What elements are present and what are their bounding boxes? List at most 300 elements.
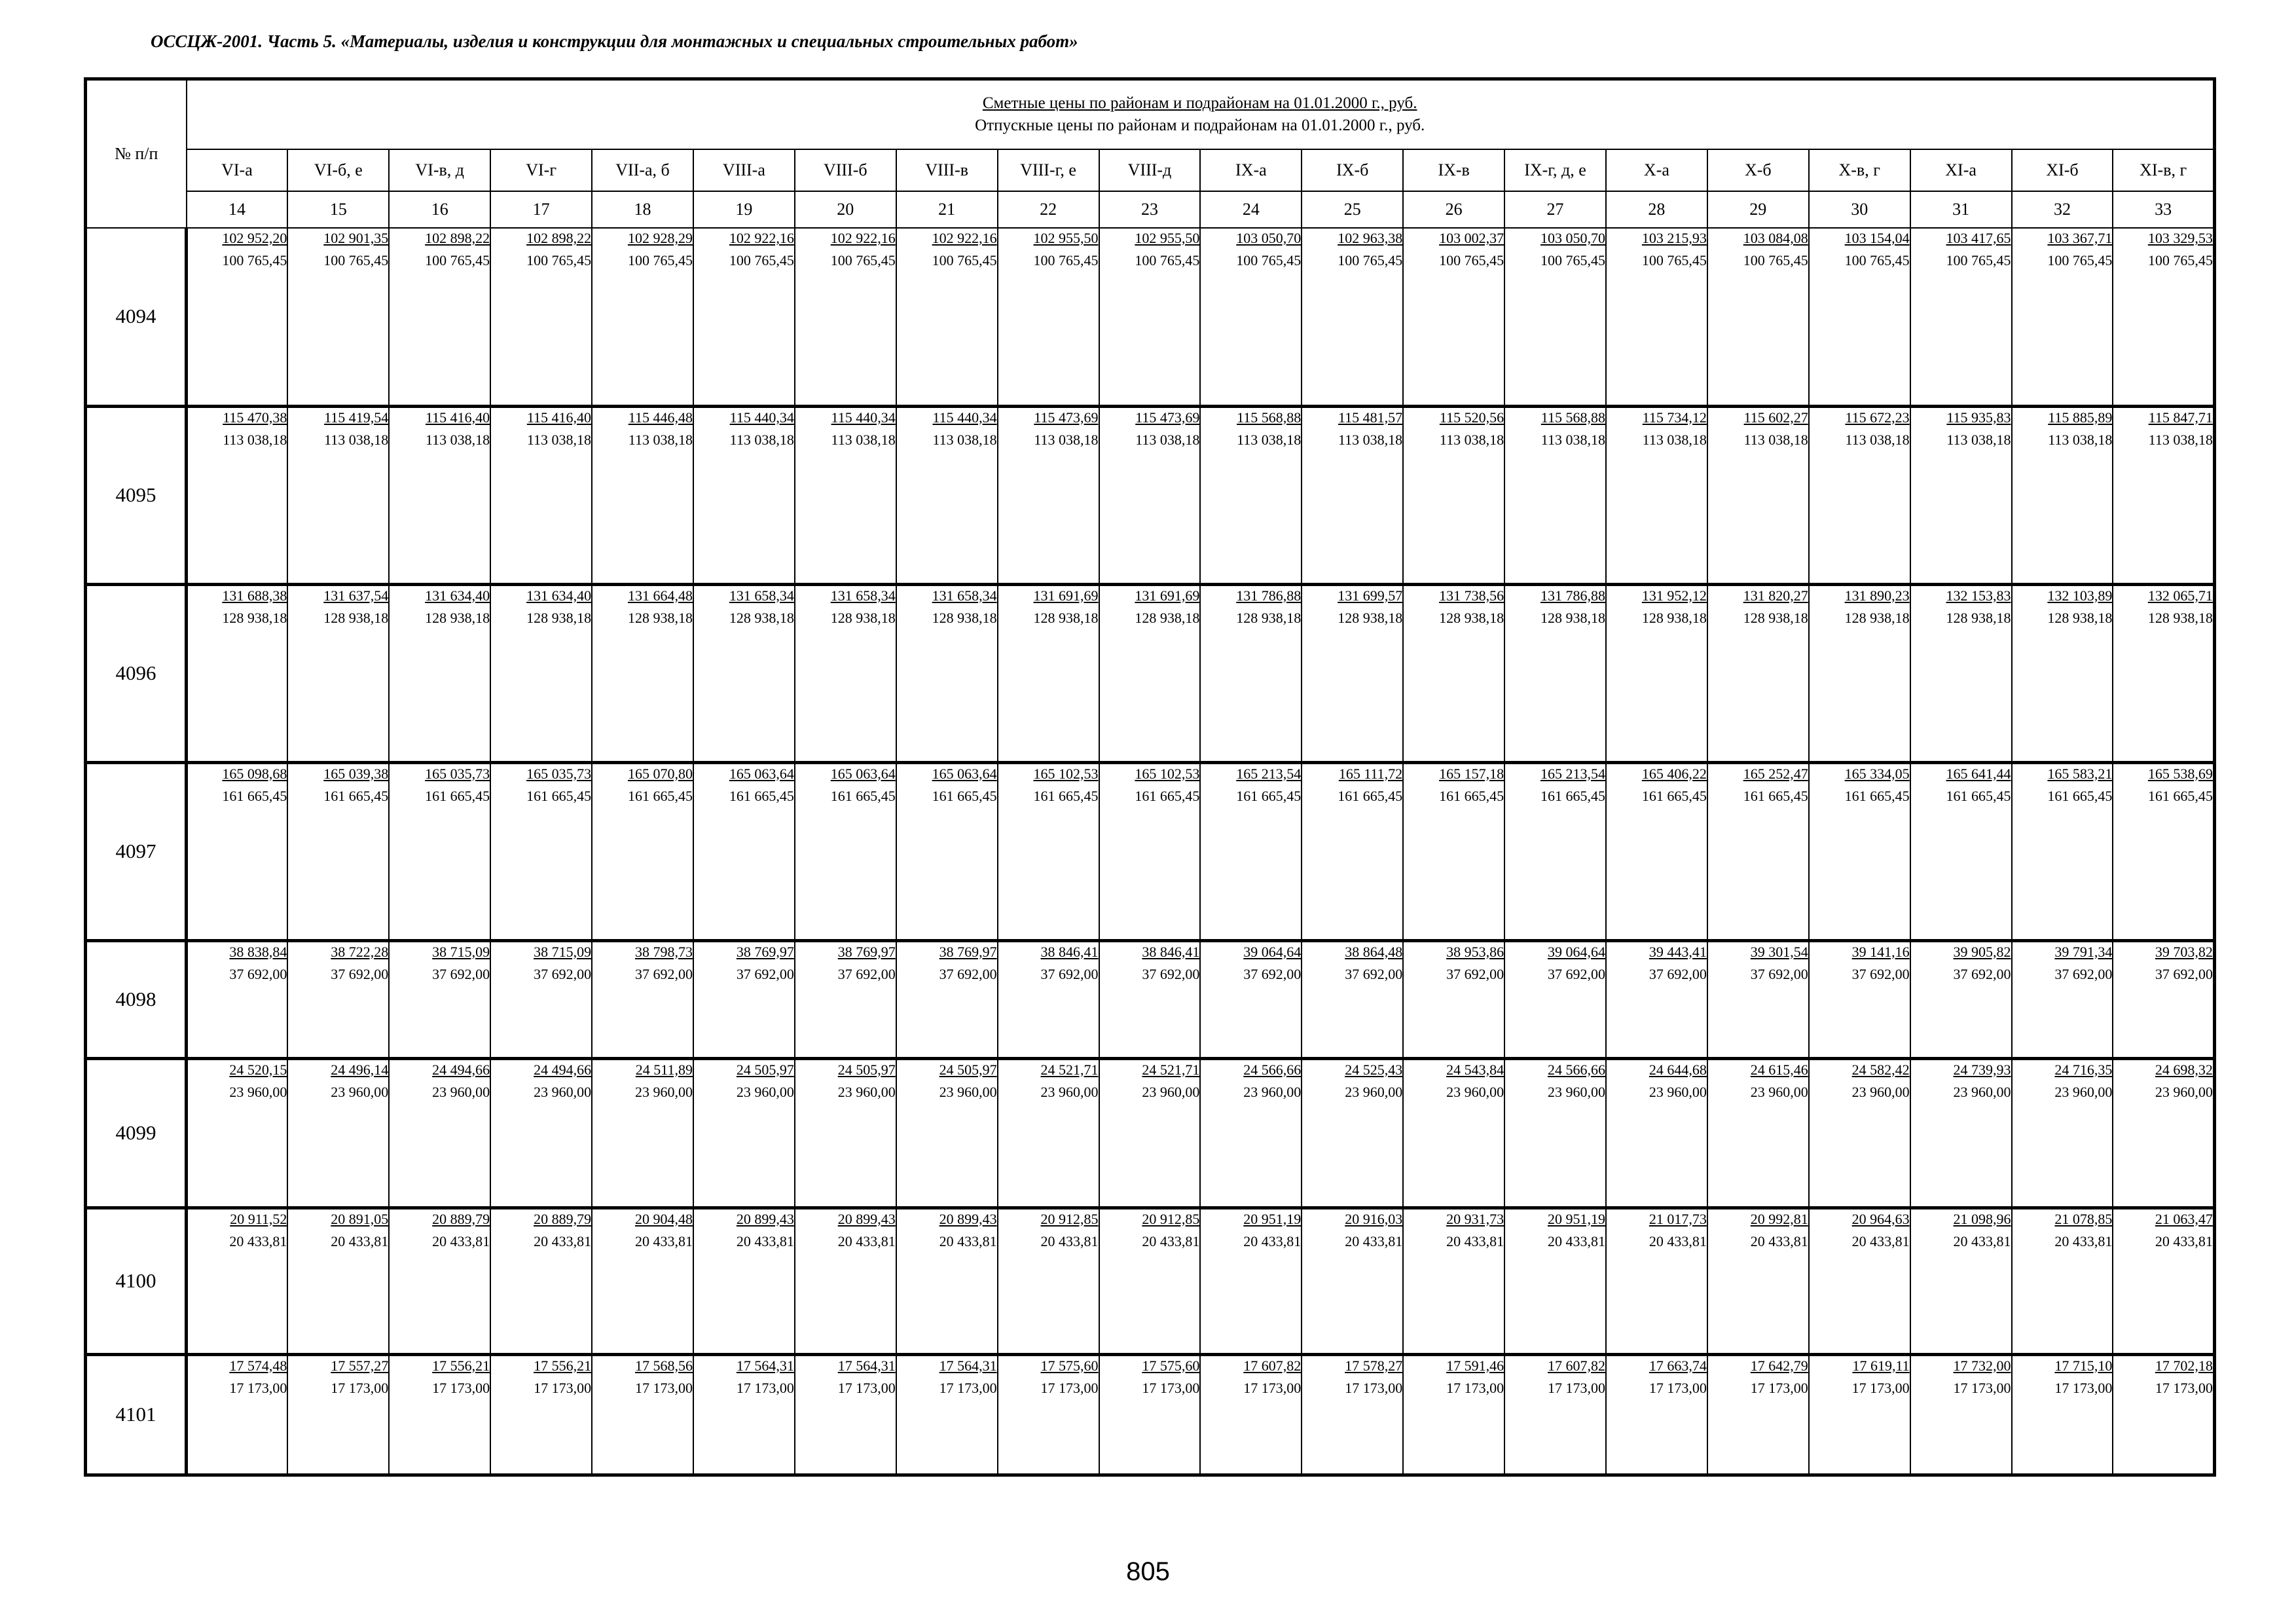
row-number: 4099 bbox=[86, 1058, 187, 1208]
price-cell bbox=[1707, 1208, 1809, 1354]
price-cell bbox=[896, 762, 998, 940]
release-price: 113 038,18 bbox=[1845, 431, 1910, 448]
estimate-price: 39 064,64 bbox=[1243, 943, 1302, 960]
price-cell bbox=[2012, 1354, 2113, 1475]
price-cell bbox=[2113, 762, 2214, 940]
price-cell bbox=[287, 584, 389, 762]
estimate-price: 24 520,15 bbox=[229, 1061, 287, 1078]
estimate-price: 38 715,09 bbox=[432, 943, 490, 960]
estimate-price: 20 992,81 bbox=[1750, 1210, 1808, 1227]
estimate-price: 21 063,47 bbox=[2155, 1210, 2213, 1227]
region-header: VI-а bbox=[187, 149, 288, 191]
price-cell bbox=[1200, 940, 1302, 1058]
estimate-price: 21 098,96 bbox=[1953, 1210, 2011, 1227]
release-price: 20 433,81 bbox=[534, 1232, 592, 1249]
price-cell bbox=[2113, 584, 2214, 762]
price-cell bbox=[2012, 406, 2113, 584]
estimate-price: 131 691,69 bbox=[1033, 587, 1099, 604]
estimate-price: 38 846,41 bbox=[1040, 943, 1099, 960]
release-price: 17 173,00 bbox=[534, 1379, 592, 1396]
release-price: 128 938,18 bbox=[627, 609, 693, 626]
estimate-price: 24 505,97 bbox=[837, 1061, 896, 1078]
estimate-price: 17 715,10 bbox=[2054, 1357, 2113, 1374]
price-cell bbox=[1099, 406, 1201, 584]
region-header: IX-г, д, е bbox=[1504, 149, 1606, 191]
price-cell bbox=[1504, 228, 1606, 406]
estimate-price: 20 889,79 bbox=[534, 1210, 592, 1227]
estimate-price: 115 440,34 bbox=[729, 409, 794, 426]
release-price: 17 173,00 bbox=[1446, 1379, 1504, 1396]
price-cell bbox=[998, 584, 1099, 762]
estimate-price: 24 525,43 bbox=[1345, 1061, 1403, 1078]
release-price: 100 765,45 bbox=[1439, 252, 1504, 268]
price-cell bbox=[1707, 1354, 1809, 1475]
price-cell bbox=[693, 762, 795, 940]
release-price: 128 938,18 bbox=[1338, 609, 1403, 626]
estimate-price: 24 582,42 bbox=[1851, 1061, 1910, 1078]
release-price: 113 038,18 bbox=[2148, 431, 2213, 448]
estimate-price: 165 406,22 bbox=[1641, 765, 1707, 782]
release-price: 113 038,18 bbox=[729, 431, 794, 448]
price-cell bbox=[592, 762, 693, 940]
table-row bbox=[86, 406, 2215, 584]
price-cell bbox=[1606, 406, 1707, 584]
estimate-price: 165 157,18 bbox=[1439, 765, 1504, 782]
table-row bbox=[86, 762, 2215, 940]
price-cell bbox=[1809, 940, 1910, 1058]
price-cell bbox=[1099, 1058, 1201, 1208]
estimate-price: 131 658,34 bbox=[830, 587, 896, 604]
release-price: 37 692,00 bbox=[634, 965, 693, 982]
release-price: 23 960,00 bbox=[1953, 1083, 2011, 1100]
column-number-row bbox=[86, 191, 2215, 228]
release-price: 20 433,81 bbox=[736, 1232, 794, 1249]
price-cell bbox=[187, 762, 288, 940]
release-price: 161 665,45 bbox=[2047, 787, 2113, 804]
price-cell bbox=[2113, 940, 2214, 1058]
release-price-title: Отпускные цены по районам и подрайонам на 01.01.2000 г., руб. bbox=[975, 117, 1425, 134]
release-price: 161 665,45 bbox=[1338, 787, 1403, 804]
price-cell bbox=[1403, 406, 1504, 584]
estimate-price: 102 922,16 bbox=[830, 230, 896, 246]
price-cell bbox=[795, 228, 896, 406]
release-price: 20 433,81 bbox=[229, 1232, 287, 1249]
price-cell bbox=[896, 1354, 998, 1475]
estimate-price: 165 070,80 bbox=[627, 765, 693, 782]
estimate-price: 17 619,11 bbox=[1852, 1357, 1910, 1374]
price-cell bbox=[1504, 1058, 1606, 1208]
estimate-price: 17 732,00 bbox=[1953, 1357, 2011, 1374]
estimate-price: 38 864,48 bbox=[1345, 943, 1403, 960]
release-price: 23 960,00 bbox=[634, 1083, 693, 1100]
estimate-price: 39 301,54 bbox=[1750, 943, 1808, 960]
price-cell bbox=[1809, 1058, 1910, 1208]
release-price: 161 665,45 bbox=[1844, 787, 1910, 804]
price-cell bbox=[187, 406, 288, 584]
price-cell bbox=[1403, 1058, 1504, 1208]
price-cell bbox=[2113, 228, 2214, 406]
price-cell bbox=[896, 1058, 998, 1208]
release-price: 23 960,00 bbox=[2155, 1083, 2213, 1100]
release-price: 113 038,18 bbox=[1642, 431, 1707, 448]
estimate-price: 17 556,21 bbox=[432, 1357, 490, 1374]
estimate-price: 20 899,43 bbox=[736, 1210, 794, 1227]
price-cell bbox=[1910, 228, 2012, 406]
estimate-price: 165 213,54 bbox=[1236, 765, 1302, 782]
release-price: 128 938,18 bbox=[526, 609, 592, 626]
estimate-price: 115 473,69 bbox=[1135, 409, 1200, 426]
estimate-price: 20 899,43 bbox=[939, 1210, 997, 1227]
price-cell bbox=[1302, 228, 1403, 406]
price-cell bbox=[1910, 1058, 2012, 1208]
price-cell bbox=[592, 1208, 693, 1354]
price-cell bbox=[1910, 584, 2012, 762]
release-price: 37 692,00 bbox=[1243, 965, 1302, 982]
estimate-price: 165 102,53 bbox=[1135, 765, 1200, 782]
release-price: 17 173,00 bbox=[432, 1379, 490, 1396]
estimate-price: 115 520,56 bbox=[1439, 409, 1504, 426]
release-price: 113 038,18 bbox=[628, 431, 693, 448]
table-row bbox=[86, 1208, 2215, 1354]
region-header-row bbox=[86, 149, 2215, 191]
release-price: 128 938,18 bbox=[1743, 609, 1808, 626]
estimate-price: 102 901,35 bbox=[323, 230, 389, 246]
estimate-price: 131 691,69 bbox=[1135, 587, 1200, 604]
release-price: 113 038,18 bbox=[1540, 431, 1605, 448]
release-price: 37 692,00 bbox=[331, 965, 389, 982]
estimate-price: 103 084,08 bbox=[1743, 230, 1808, 246]
release-price: 23 960,00 bbox=[534, 1083, 592, 1100]
estimate-price: 20 912,85 bbox=[1142, 1210, 1200, 1227]
price-cell bbox=[592, 406, 693, 584]
price-cell bbox=[389, 584, 490, 762]
region-header: VIII-б bbox=[795, 149, 896, 191]
estimate-price: 102 955,50 bbox=[1033, 230, 1099, 246]
estimate-price: 17 568,56 bbox=[634, 1357, 693, 1374]
release-price: 128 938,18 bbox=[1641, 609, 1707, 626]
price-table bbox=[84, 77, 2216, 1477]
estimate-price: 38 846,41 bbox=[1142, 943, 1200, 960]
estimate-price: 131 738,56 bbox=[1439, 587, 1504, 604]
estimate-price: 39 905,82 bbox=[1953, 943, 2011, 960]
price-cell bbox=[1707, 762, 1809, 940]
price-cell bbox=[1910, 762, 2012, 940]
table-title bbox=[187, 79, 2215, 150]
estimate-price: 131 890,23 bbox=[1844, 587, 1910, 604]
estimate-price: 20 889,79 bbox=[432, 1210, 490, 1227]
release-price: 161 665,45 bbox=[1743, 787, 1808, 804]
price-cell bbox=[1707, 406, 1809, 584]
estimate-price: 17 607,82 bbox=[1243, 1357, 1302, 1374]
release-price: 161 665,45 bbox=[1236, 787, 1302, 804]
region-header: VII-а, б bbox=[592, 149, 693, 191]
price-cell bbox=[1200, 228, 1302, 406]
price-cell bbox=[693, 406, 795, 584]
estimate-price: 17 564,31 bbox=[837, 1357, 896, 1374]
release-price: 20 433,81 bbox=[2155, 1232, 2213, 1249]
price-cell bbox=[287, 940, 389, 1058]
table-row bbox=[86, 1058, 2215, 1208]
price-cell bbox=[1809, 228, 1910, 406]
column-number: 15 bbox=[287, 191, 389, 228]
price-cell bbox=[795, 940, 896, 1058]
release-price: 23 960,00 bbox=[1446, 1083, 1504, 1100]
release-price: 37 692,00 bbox=[534, 965, 592, 982]
price-cell bbox=[1809, 1354, 1910, 1475]
column-number: 23 bbox=[1099, 191, 1201, 228]
price-cell bbox=[2012, 1208, 2113, 1354]
estimate-price: 131 786,88 bbox=[1540, 587, 1605, 604]
release-price: 20 433,81 bbox=[2054, 1232, 2113, 1249]
price-cell bbox=[1302, 940, 1403, 1058]
release-price: 20 433,81 bbox=[1243, 1232, 1302, 1249]
price-cell bbox=[1606, 762, 1707, 940]
price-cell bbox=[1302, 406, 1403, 584]
estimate-price: 39 703,82 bbox=[2155, 943, 2213, 960]
price-cell bbox=[389, 940, 490, 1058]
release-price: 128 938,18 bbox=[1033, 609, 1099, 626]
region-header: VIII-г, е bbox=[998, 149, 1099, 191]
release-price: 113 038,18 bbox=[932, 431, 997, 448]
release-price: 37 692,00 bbox=[1446, 965, 1504, 982]
release-price: 161 665,45 bbox=[932, 787, 997, 804]
release-price: 17 173,00 bbox=[736, 1379, 794, 1396]
estimate-price: 102 928,29 bbox=[627, 230, 693, 246]
release-price: 161 665,45 bbox=[425, 787, 490, 804]
estimate-price: 115 440,34 bbox=[831, 409, 896, 426]
price-cell bbox=[795, 1208, 896, 1354]
price-cell bbox=[1200, 406, 1302, 584]
region-header: XI-б bbox=[2012, 149, 2113, 191]
release-price: 17 173,00 bbox=[634, 1379, 693, 1396]
estimate-price: 165 641,44 bbox=[1946, 765, 2011, 782]
release-price: 37 692,00 bbox=[1649, 965, 1707, 982]
price-cell bbox=[998, 228, 1099, 406]
row-number-header: № п/п bbox=[86, 79, 187, 229]
estimate-price: 115 734,12 bbox=[1642, 409, 1707, 426]
document-header: ОССЦЖ-2001. Часть 5. «Материалы, изделия и конструкции для монтажных и специальных строительных работ» bbox=[151, 31, 1078, 51]
release-price: 17 173,00 bbox=[1547, 1379, 1605, 1396]
release-price: 20 433,81 bbox=[1953, 1232, 2011, 1249]
price-cell bbox=[1200, 584, 1302, 762]
column-number: 17 bbox=[490, 191, 592, 228]
estimate-price: 20 891,05 bbox=[331, 1210, 389, 1227]
price-cell bbox=[592, 228, 693, 406]
estimate-price: 102 898,22 bbox=[526, 230, 592, 246]
region-header: IX-б bbox=[1302, 149, 1403, 191]
release-price: 128 938,18 bbox=[1844, 609, 1910, 626]
release-price: 23 960,00 bbox=[432, 1083, 490, 1100]
price-cell bbox=[2012, 584, 2113, 762]
release-price: 100 765,45 bbox=[526, 252, 592, 268]
release-price: 100 765,45 bbox=[1743, 252, 1808, 268]
price-cell bbox=[998, 1354, 1099, 1475]
estimate-price: 24 615,46 bbox=[1750, 1061, 1808, 1078]
release-price: 100 765,45 bbox=[1135, 252, 1200, 268]
release-price: 17 173,00 bbox=[1750, 1379, 1808, 1396]
release-price: 37 692,00 bbox=[736, 965, 794, 982]
estimate-price: 17 564,31 bbox=[736, 1357, 794, 1374]
price-cell bbox=[490, 228, 592, 406]
estimate-price: 165 252,47 bbox=[1743, 765, 1808, 782]
estimate-price: 131 634,40 bbox=[425, 587, 490, 604]
column-number: 28 bbox=[1606, 191, 1707, 228]
estimate-price: 165 102,53 bbox=[1033, 765, 1099, 782]
estimate-price: 20 899,43 bbox=[837, 1210, 896, 1227]
release-price: 128 938,18 bbox=[2047, 609, 2113, 626]
release-price: 23 960,00 bbox=[1040, 1083, 1099, 1100]
price-cell bbox=[490, 940, 592, 1058]
release-price: 20 433,81 bbox=[1851, 1232, 1910, 1249]
estimate-price: 103 154,04 bbox=[1844, 230, 1910, 246]
price-cell bbox=[187, 584, 288, 762]
price-cell bbox=[693, 228, 795, 406]
column-number: 18 bbox=[592, 191, 693, 228]
estimate-price: 24 566,66 bbox=[1547, 1061, 1605, 1078]
estimate-price: 165 039,38 bbox=[323, 765, 389, 782]
estimate-price: 165 098,68 bbox=[222, 765, 287, 782]
estimate-price: 103 417,65 bbox=[1946, 230, 2011, 246]
estimate-price: 165 583,21 bbox=[2047, 765, 2113, 782]
price-cell bbox=[2012, 1058, 2113, 1208]
estimate-price: 38 715,09 bbox=[534, 943, 592, 960]
price-cell bbox=[1403, 1208, 1504, 1354]
release-price: 161 665,45 bbox=[1540, 787, 1605, 804]
price-cell bbox=[998, 1208, 1099, 1354]
release-price: 37 692,00 bbox=[939, 965, 997, 982]
estimate-price: 24 494,66 bbox=[534, 1061, 592, 1078]
table-row bbox=[86, 1354, 2215, 1475]
estimate-price: 115 470,38 bbox=[223, 409, 287, 426]
release-price: 37 692,00 bbox=[2054, 965, 2113, 982]
price-cell bbox=[1504, 940, 1606, 1058]
estimate-price: 102 952,20 bbox=[222, 230, 287, 246]
table-row bbox=[86, 584, 2215, 762]
price-cell bbox=[1606, 940, 1707, 1058]
release-price: 23 960,00 bbox=[736, 1083, 794, 1100]
estimate-price: 103 329,53 bbox=[2147, 230, 2213, 246]
release-price: 161 665,45 bbox=[1439, 787, 1504, 804]
price-cell bbox=[998, 1058, 1099, 1208]
column-number: 25 bbox=[1302, 191, 1403, 228]
price-cell bbox=[1504, 584, 1606, 762]
estimate-price: 132 103,89 bbox=[2047, 587, 2113, 604]
release-price: 100 765,45 bbox=[323, 252, 389, 268]
estimate-price: 131 637,54 bbox=[323, 587, 389, 604]
release-price: 37 692,00 bbox=[1547, 965, 1605, 982]
release-price: 113 038,18 bbox=[1135, 431, 1200, 448]
release-price: 128 938,18 bbox=[1439, 609, 1504, 626]
release-price: 128 938,18 bbox=[222, 609, 287, 626]
column-number: 31 bbox=[1910, 191, 2012, 228]
estimate-price: 102 922,16 bbox=[729, 230, 794, 246]
estimate-price: 102 898,22 bbox=[425, 230, 490, 246]
estimate-price: 115 416,40 bbox=[425, 409, 490, 426]
column-number: 29 bbox=[1707, 191, 1809, 228]
release-price: 37 692,00 bbox=[1851, 965, 1910, 982]
release-price: 37 692,00 bbox=[837, 965, 896, 982]
estimate-price: 131 634,40 bbox=[526, 587, 592, 604]
region-header: VI-б, е bbox=[287, 149, 389, 191]
release-price: 23 960,00 bbox=[1649, 1083, 1707, 1100]
release-price: 20 433,81 bbox=[1649, 1232, 1707, 1249]
release-price: 20 433,81 bbox=[432, 1232, 490, 1249]
estimate-price: 103 050,70 bbox=[1236, 230, 1302, 246]
price-cell bbox=[187, 940, 288, 1058]
estimate-price: 20 951,19 bbox=[1243, 1210, 1302, 1227]
price-cell bbox=[287, 1354, 389, 1475]
release-price: 17 173,00 bbox=[2155, 1379, 2213, 1396]
release-price: 37 692,00 bbox=[2155, 965, 2213, 982]
row-number: 4101 bbox=[86, 1354, 187, 1475]
price-cell bbox=[1606, 1354, 1707, 1475]
price-cell bbox=[1302, 762, 1403, 940]
release-price: 100 765,45 bbox=[1033, 252, 1099, 268]
price-cell bbox=[287, 1208, 389, 1354]
estimate-price: 21 078,85 bbox=[2054, 1210, 2113, 1227]
release-price: 17 173,00 bbox=[1345, 1379, 1403, 1396]
price-cell bbox=[1910, 406, 2012, 584]
region-header: IX-в bbox=[1403, 149, 1504, 191]
estimate-price: 38 838,84 bbox=[229, 943, 287, 960]
release-price: 20 433,81 bbox=[1142, 1232, 1200, 1249]
column-number: 33 bbox=[2113, 191, 2214, 228]
estimate-price: 39 443,41 bbox=[1649, 943, 1707, 960]
estimate-price: 165 213,54 bbox=[1540, 765, 1605, 782]
estimate-price: 24 521,71 bbox=[1142, 1061, 1200, 1078]
column-number: 19 bbox=[693, 191, 795, 228]
column-number: 32 bbox=[2012, 191, 2113, 228]
estimate-price: 24 494,66 bbox=[432, 1061, 490, 1078]
row-number: 4094 bbox=[86, 228, 187, 406]
price-cell bbox=[187, 1058, 288, 1208]
table-row bbox=[86, 940, 2215, 1058]
release-price: 20 433,81 bbox=[1750, 1232, 1808, 1249]
price-cell bbox=[1707, 584, 1809, 762]
price-cell bbox=[389, 1208, 490, 1354]
release-price: 161 665,45 bbox=[729, 787, 794, 804]
estimate-price: 115 885,89 bbox=[2048, 409, 2113, 426]
price-cell bbox=[1809, 762, 1910, 940]
release-price: 100 765,45 bbox=[830, 252, 896, 268]
column-number: 27 bbox=[1504, 191, 1606, 228]
price-cell bbox=[1403, 584, 1504, 762]
release-price: 100 765,45 bbox=[932, 252, 997, 268]
price-cell bbox=[287, 1058, 389, 1208]
estimate-price: 103 002,37 bbox=[1439, 230, 1504, 246]
estimate-price: 20 951,19 bbox=[1547, 1210, 1605, 1227]
release-price: 100 765,45 bbox=[1338, 252, 1403, 268]
price-cell bbox=[187, 1354, 288, 1475]
price-cell bbox=[693, 1208, 795, 1354]
price-cell bbox=[1809, 406, 1910, 584]
price-cell bbox=[693, 584, 795, 762]
estimate-price: 38 769,97 bbox=[837, 943, 896, 960]
price-cell bbox=[1707, 1058, 1809, 1208]
release-price: 20 433,81 bbox=[837, 1232, 896, 1249]
estimate-price: 131 952,12 bbox=[1641, 587, 1707, 604]
release-price: 128 938,18 bbox=[323, 609, 389, 626]
release-price: 37 692,00 bbox=[1345, 965, 1403, 982]
region-header: VIII-а bbox=[693, 149, 795, 191]
region-header: VI-г bbox=[490, 149, 592, 191]
release-price: 100 765,45 bbox=[729, 252, 794, 268]
estimate-price: 131 688,38 bbox=[222, 587, 287, 604]
release-price: 23 960,00 bbox=[1345, 1083, 1403, 1100]
estimate-price: 17 591,46 bbox=[1446, 1357, 1504, 1374]
release-price: 37 692,00 bbox=[1142, 965, 1200, 982]
price-cell bbox=[1200, 1058, 1302, 1208]
